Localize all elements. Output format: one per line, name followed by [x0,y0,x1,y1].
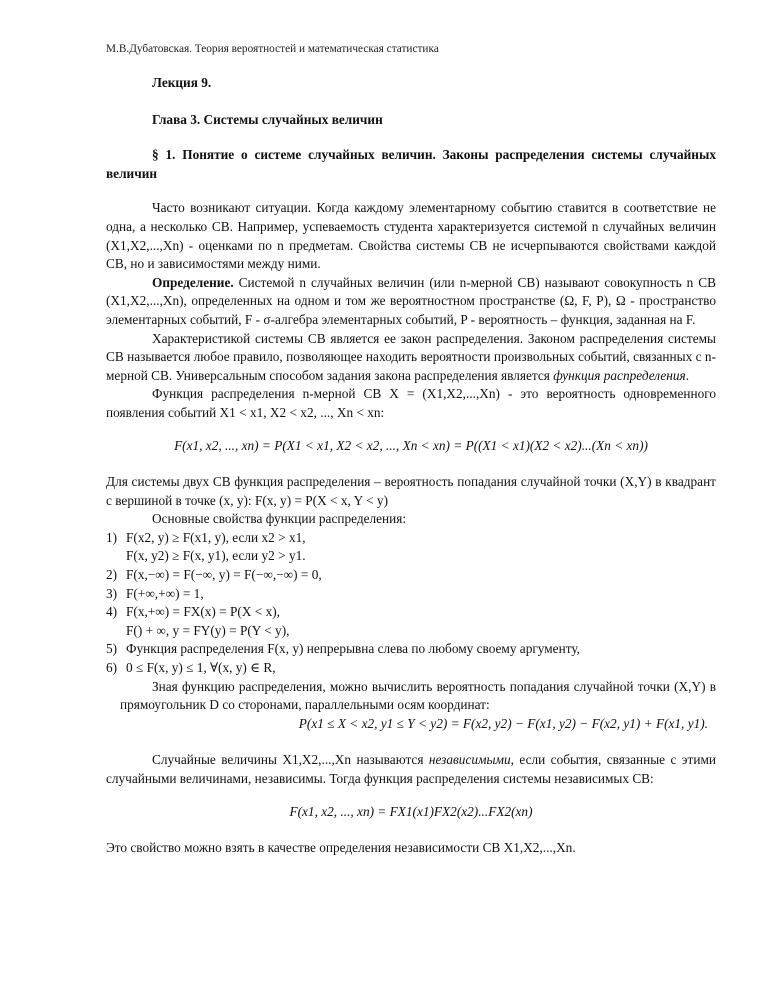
definition-text: Системой n случайных величин (или n-мерной СВ) называют совокупность n СВ (X1,X2,...,Xn), определенных на одном и том же вероятностном пространстве (Ω, F, P), Ω - пространство элементарных событий, F - σ-алгебра элементарных событий, P - вероятность – функция, заданная на F. [106,274,716,327]
list-number: 1) [106,529,118,545]
law-end: . [685,367,690,383]
list-text: F(x,+∞) = FX(x) = P(X < x), [126,604,280,620]
paragraph-intro: Часто возникают ситуации. Когда каждому элементарному событию ставится в соответствие не одна, а несколько СВ. Например, успеваемость студента характеризуется системой n случайных величин (X1,X2,...,Xn) - оценками по n предметам. Свойства системы СВ не исчерпываются свойствами каждой СВ, но и зависимостями между ними. [106,200,716,272]
list-item [106,585,716,604]
definition-label: Определение. [152,274,234,290]
paragraph-independence [106,751,716,788]
law-emphasis: функция распределения [553,367,686,383]
paragraph-cdf: Функция распределения n-мерной СВ X = (X1,X2,...,Xn) - это вероятность одновременного появления событий X1 < x1, X2 < x2, ..., Xn < xn: [106,386,716,420]
list-text: F(x, y2) ≥ F(x, y1), если y2 > y1. [126,548,306,564]
running-header: М.В.Дубатовская. Теория вероятностей и математическая статистика [106,43,439,55]
list-item [106,566,716,585]
list-number: 2) [106,567,118,583]
list-item [106,547,716,566]
list-text: F(+∞,+∞) = 1, [126,585,204,601]
paragraph-properties-intro: Основные свойства функции распределения: [152,511,407,527]
paragraph-rectangle: Зная функцию распределения, можно вычислить вероятность попадания случайной точки (X,Y) в прямоугольник D со сторонами, параллельными осям координат: [120,678,716,713]
paragraph-final: Это свойство можно взять в качестве определения независимости СВ X1,X2,...,Xn. [106,840,576,856]
list-text: F() + ∞, y = FY(y) = P(Y < y), [126,622,290,638]
independence-text: Случайные величины X1,X2,...,Xn называются [152,752,429,768]
paragraph-distribution-law [106,330,716,386]
paragraph-definition [106,274,716,330]
formula-rectangle: P(x1 ≤ X < x2, y1 ≤ Y < y2) = F(x2, y2) − F(x1, y2) − F(x2, y1) + F(x1, y1). [298,715,708,731]
chapter-heading: Глава 3. Системы случайных величин [152,111,383,127]
list-item [106,640,716,659]
list-item [106,603,716,622]
list-number: 3) [106,585,118,601]
list-text: F(x,−∞) = F(−∞, y) = F(−∞,−∞) = 0, [126,567,322,583]
formula-independence: F(x1, x2, ..., xn) = FX1(x1)FX2(x2)...FX2(xn) [289,803,533,819]
section-heading: § 1. Понятие о системе случайных величин. Законы распределения системы случайных величин [106,147,716,181]
list-item [106,622,716,641]
list-number: 4) [106,604,118,620]
list-text: F(x2, y) ≥ F(x1, y), если x2 > x1, [126,529,306,545]
list-item [106,529,716,548]
list-item [106,659,716,678]
law-text: Характеристикой системы СВ является ее закон распределения. Законом распределения системы СВ называется любое правило, позволяющее находить вероятности произвольных событий, связанных с n-мерной СВ. Универсальным способом задания закона распределения является [106,330,716,383]
independence-emphasis: независимыми, [428,752,514,768]
list-text: Функция распределения F(x, y) непрерывна слева по любому своему аргументу, [126,641,580,657]
list-number: 5) [106,641,118,657]
list-number: 6) [106,660,118,676]
paragraph-two-rv: Для системы двух СВ функция распределения – вероятность попадания случайной точки (X,Y) в квадрант с вершиной в точке (x, y): F(x, y) = P(X < x, Y < y) [106,474,716,508]
document-body [106,74,716,858]
list-text: 0 ≤ F(x, y) ≤ 1, ∀(x, y) ∈ R, [126,660,276,676]
properties-list [106,529,716,678]
independence-text-end: если события, связанные с этими случайными величинами, независимы. Тогда функция распределения системы независимых СВ: [106,752,716,786]
formula-cdf: F(x1, x2, ..., xn) = P(X1 < x1, X2 < x2, ..., Xn < xn) = P((X1 < x1)(X2 < x2)...(Xn < xn)) [174,437,648,453]
lecture-heading: Лекция 9. [152,75,212,90]
